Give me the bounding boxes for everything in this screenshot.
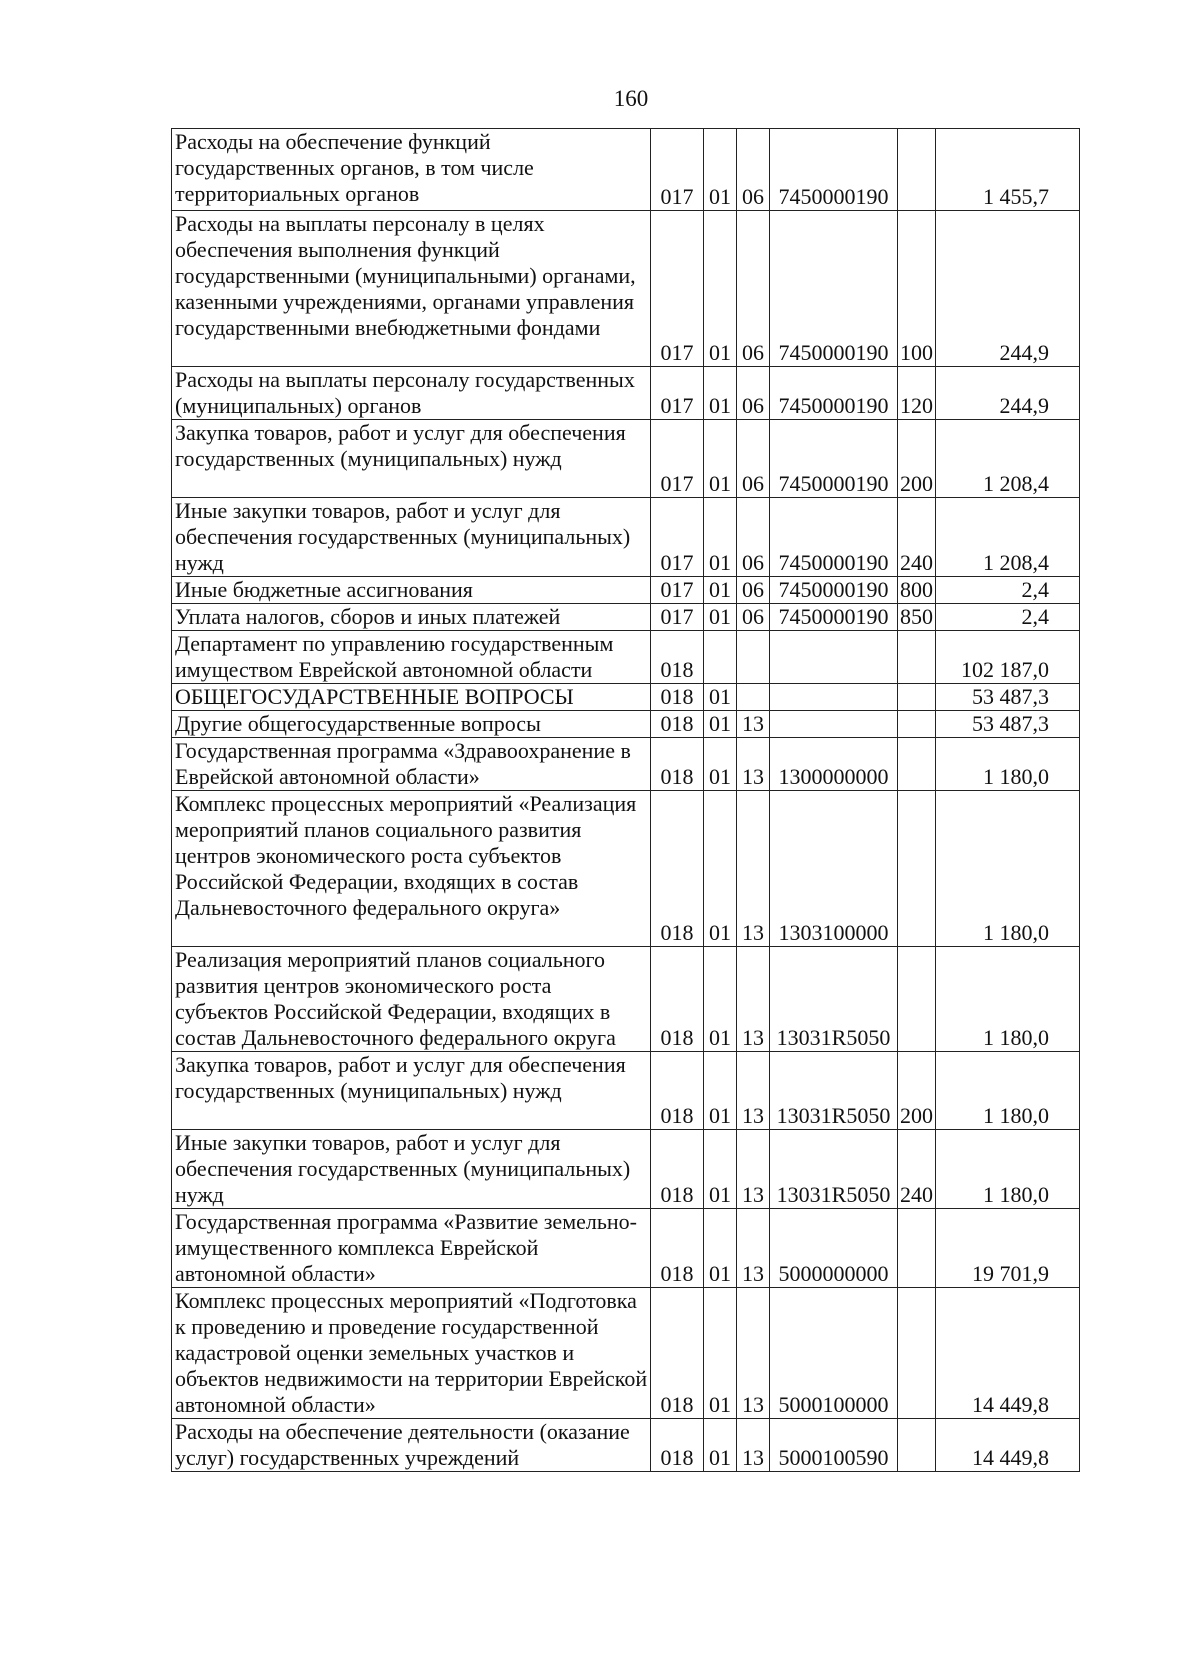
target-article-code: 13031R5050 (770, 1052, 898, 1130)
grbs-code: 018 (651, 738, 704, 791)
table-row (172, 1419, 1080, 1472)
grbs-code: 018 (651, 684, 704, 711)
grbs-code: 018 (651, 947, 704, 1052)
grbs-code: 018 (651, 1052, 704, 1130)
section-code: 01 (704, 1130, 737, 1209)
target-article-code: 5000100590 (770, 1419, 898, 1472)
amount: 1 180,0 (936, 738, 1080, 791)
target-article-code: 7450000190 (770, 577, 898, 604)
target-article-code: 5000100000 (770, 1288, 898, 1419)
target-article-code: 1303100000 (770, 791, 898, 947)
target-article-code (770, 711, 898, 738)
expense-type-code (898, 684, 936, 711)
grbs-code: 017 (651, 129, 704, 211)
section-code: 01 (704, 738, 737, 791)
row-name: Реализация мероприятий планов социального развития центров экономического роста субъектов Российской Федерации, входящих в состав Дальневосточного федерального округа (172, 947, 651, 1052)
grbs-code: 018 (651, 1288, 704, 1419)
target-article-code: 13031R5050 (770, 1130, 898, 1209)
subsection-code: 13 (737, 1209, 770, 1288)
grbs-code: 018 (651, 1130, 704, 1209)
grbs-code: 017 (651, 420, 704, 498)
section-code: 01 (704, 711, 737, 738)
table-row (172, 738, 1080, 791)
target-article-code (770, 631, 898, 684)
table-row (172, 367, 1080, 420)
expense-type-code (898, 791, 936, 947)
section-code: 01 (704, 1052, 737, 1130)
subsection-code: 13 (737, 791, 770, 947)
section-code: 01 (704, 577, 737, 604)
subsection-code: 06 (737, 367, 770, 420)
section-code: 01 (704, 684, 737, 711)
row-name: Расходы на обеспечение деятельности (оказание услуг) государственных учреждений (172, 1419, 651, 1472)
section-code: 01 (704, 1209, 737, 1288)
subsection-code: 13 (737, 1052, 770, 1130)
amount: 2,4 (936, 604, 1080, 631)
row-name: Иные закупки товаров, работ и услуг для обеспечения государственных (муниципальных) нужд (172, 498, 651, 577)
table-row (172, 947, 1080, 1052)
section-code: 01 (704, 367, 737, 420)
table-row (172, 577, 1080, 604)
target-article-code: 5000000000 (770, 1209, 898, 1288)
table-row (172, 604, 1080, 631)
table-row (172, 129, 1080, 211)
table-body (172, 129, 1080, 1472)
section-code: 01 (704, 1419, 737, 1472)
amount: 1 180,0 (936, 1130, 1080, 1209)
section-code: 01 (704, 129, 737, 211)
amount: 14 449,8 (936, 1419, 1080, 1472)
section-code: 01 (704, 1288, 737, 1419)
row-name: Расходы на выплаты персоналу в целях обеспечения выполнения функций государственными (муниципальными) органами, казенными учреждениями, органами управления государственными внебюджетными фондами (172, 211, 651, 367)
table-row (172, 211, 1080, 367)
expense-type-code: 200 (898, 420, 936, 498)
subsection-code (737, 684, 770, 711)
target-article-code: 1300000000 (770, 738, 898, 791)
table-row (172, 711, 1080, 738)
amount: 244,9 (936, 211, 1080, 367)
subsection-code: 13 (737, 947, 770, 1052)
table-row (172, 791, 1080, 947)
subsection-code (737, 631, 770, 684)
target-article-code: 7450000190 (770, 420, 898, 498)
row-name: Комплекс процессных мероприятий «Реализация мероприятий планов социального развития центров экономического роста субъектов Российской Федерации, входящих в состав Дальневосточного федерального округа» (172, 791, 651, 947)
row-name: Уплата налогов, сборов и иных платежей (172, 604, 651, 631)
target-article-code: 7450000190 (770, 498, 898, 577)
expense-type-code (898, 1288, 936, 1419)
row-name: Комплекс процессных мероприятий «Подготовка к проведению и проведение государственной кадастровой оценки земельных участков и объектов недвижимости на территории Еврейской автономной области» (172, 1288, 651, 1419)
section-code: 01 (704, 604, 737, 631)
expense-type-code: 200 (898, 1052, 936, 1130)
subsection-code: 13 (737, 711, 770, 738)
grbs-code: 018 (651, 631, 704, 684)
grbs-code: 017 (651, 498, 704, 577)
amount: 19 701,9 (936, 1209, 1080, 1288)
expense-type-code (898, 738, 936, 791)
target-article-code: 13031R5050 (770, 947, 898, 1052)
row-name: Иные бюджетные ассигнования (172, 577, 651, 604)
table-row (172, 1209, 1080, 1288)
row-name: Закупка товаров, работ и услуг для обеспечения государственных (муниципальных) нужд (172, 420, 651, 498)
expense-type-code (898, 947, 936, 1052)
section-code: 01 (704, 791, 737, 947)
table-row (172, 1288, 1080, 1419)
expense-type-code: 240 (898, 498, 936, 577)
subsection-code: 06 (737, 211, 770, 367)
section-code: 01 (704, 947, 737, 1052)
target-article-code: 7450000190 (770, 367, 898, 420)
row-name: Расходы на обеспечение функций государственных органов, в том числе территориальных органов (172, 129, 651, 211)
amount: 2,4 (936, 577, 1080, 604)
row-name: ОБЩЕГОСУДАРСТВЕННЫЕ ВОПРОСЫ (172, 684, 651, 711)
section-code: 01 (704, 498, 737, 577)
expense-type-code (898, 129, 936, 211)
grbs-code: 017 (651, 367, 704, 420)
expense-type-code (898, 631, 936, 684)
subsection-code: 13 (737, 1130, 770, 1209)
table-row (172, 684, 1080, 711)
row-name: Иные закупки товаров, работ и услуг для обеспечения государственных (муниципальных) нужд (172, 1130, 651, 1209)
amount: 244,9 (936, 367, 1080, 420)
target-article-code (770, 684, 898, 711)
table-row (172, 1130, 1080, 1209)
amount: 102 187,0 (936, 631, 1080, 684)
amount: 1 180,0 (936, 791, 1080, 947)
grbs-code: 018 (651, 1209, 704, 1288)
section-code: 01 (704, 211, 737, 367)
amount: 53 487,3 (936, 684, 1080, 711)
row-name: Государственная программа «Здравоохранение в Еврейской автономной области» (172, 738, 651, 791)
row-name: Расходы на выплаты персоналу государственных (муниципальных) органов (172, 367, 651, 420)
budget-table (171, 128, 1080, 1472)
table-row (172, 631, 1080, 684)
grbs-code: 017 (651, 577, 704, 604)
subsection-code: 13 (737, 1288, 770, 1419)
table-row (172, 420, 1080, 498)
subsection-code: 06 (737, 420, 770, 498)
row-name: Государственная программа «Развитие земельно-имущественного комплекса Еврейской автономной области» (172, 1209, 651, 1288)
grbs-code: 018 (651, 711, 704, 738)
target-article-code: 7450000190 (770, 129, 898, 211)
expense-type-code: 100 (898, 211, 936, 367)
grbs-code: 017 (651, 604, 704, 631)
expense-type-code: 850 (898, 604, 936, 631)
row-name: Департамент по управлению государственным имуществом Еврейской автономной области (172, 631, 651, 684)
expense-type-code: 120 (898, 367, 936, 420)
amount: 14 449,8 (936, 1288, 1080, 1419)
subsection-code: 06 (737, 604, 770, 631)
target-article-code: 7450000190 (770, 604, 898, 631)
subsection-code: 13 (737, 1419, 770, 1472)
expense-type-code (898, 1209, 936, 1288)
amount: 1 180,0 (936, 1052, 1080, 1130)
page-number: 160 (613, 86, 649, 111)
expense-type-code: 240 (898, 1130, 936, 1209)
expense-type-code (898, 711, 936, 738)
section-code: 01 (704, 420, 737, 498)
target-article-code: 7450000190 (770, 211, 898, 367)
subsection-code: 13 (737, 738, 770, 791)
subsection-code: 06 (737, 498, 770, 577)
amount: 1 208,4 (936, 420, 1080, 498)
table-row (172, 1052, 1080, 1130)
amount: 53 487,3 (936, 711, 1080, 738)
amount: 1 455,7 (936, 129, 1080, 211)
amount: 1 180,0 (936, 947, 1080, 1052)
row-name: Закупка товаров, работ и услуг для обеспечения государственных (муниципальных) нужд (172, 1052, 651, 1130)
expense-type-code (898, 1419, 936, 1472)
grbs-code: 018 (651, 1419, 704, 1472)
subsection-code: 06 (737, 577, 770, 604)
grbs-code: 017 (651, 211, 704, 367)
section-code (704, 631, 737, 684)
row-name: Другие общегосударственные вопросы (172, 711, 651, 738)
expense-type-code: 800 (898, 577, 936, 604)
amount: 1 208,4 (936, 498, 1080, 577)
table-row (172, 498, 1080, 577)
grbs-code: 018 (651, 791, 704, 947)
subsection-code: 06 (737, 129, 770, 211)
